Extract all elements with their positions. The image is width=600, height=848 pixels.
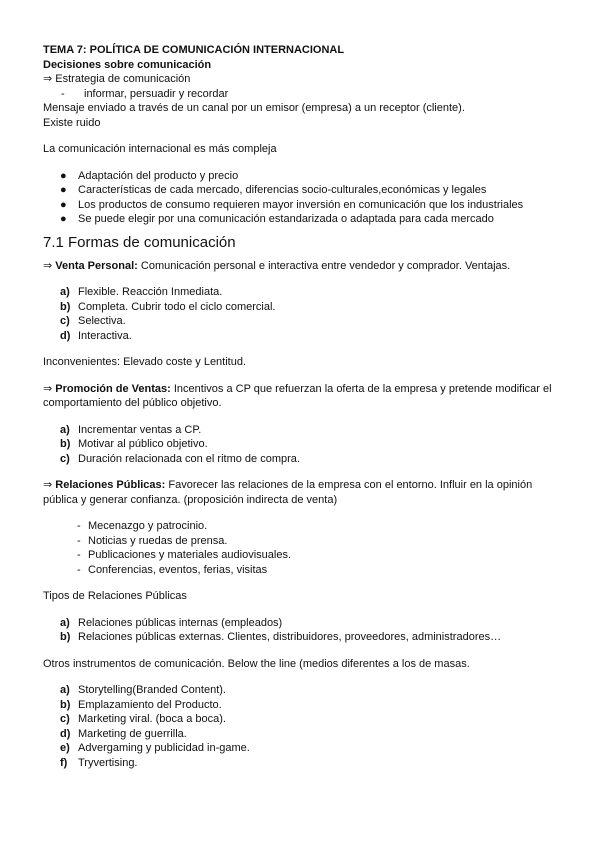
list-item: a) Storytelling(Branded Content). bbox=[60, 684, 226, 696]
list-item: ● Los productos de consumo requieren mayor inversión en comunicación que los industriales bbox=[60, 198, 524, 211]
tipos-heading: Tipos de Relaciones Públicas bbox=[43, 590, 187, 602]
promocion-paragraph: ⇒ Promoción de Ventas: Incentivos a CP que refuerzan la oferta de la empresa y pretende modificar el comportamiento del público objetivo. bbox=[43, 382, 552, 409]
list-item: ● Adaptación del producto y precio bbox=[60, 169, 239, 182]
message-line: Mensaje enviado a través de un canal por un emisor (empresa) a un receptor (cliente). bbox=[43, 102, 465, 114]
list-item: ● Se puede elegir por una comunicación estandarizada o adaptada para cada mercado bbox=[60, 213, 494, 225]
arrow-icon: ⇒ bbox=[43, 479, 53, 491]
international-bullets bbox=[43, 169, 563, 227]
relaciones-paragraph: ⇒ Relaciones Públicas: Favorecer las relaciones de la empresa con el entorno. Influir en la opinión pública y generar confianza. (proposición indirecta de venta) bbox=[43, 479, 533, 506]
list-item: a) Flexible. Reacción Inmediata. bbox=[60, 286, 223, 298]
arrow-icon: ⇒ bbox=[43, 259, 53, 272]
strategy-line: ⇒ Estrategia de comunicación bbox=[43, 73, 191, 85]
list-item: c) Marketing viral. (boca a boca). bbox=[60, 713, 226, 725]
list-item: b) Emplazamiento del Producto. bbox=[60, 698, 222, 711]
list-item: a) Relaciones públicas internas (empleados) bbox=[60, 616, 283, 629]
list-item: d) Interactiva. bbox=[60, 329, 132, 342]
otros-heading: Otros instrumentos de comunicación. Below the line (medios diferentes a los de masas. bbox=[43, 657, 470, 670]
page-subtitle: Decisiones sobre comunicación bbox=[43, 58, 212, 71]
list-item: e) Advergaming y publicidad in-game. bbox=[60, 742, 250, 754]
bullet-icon: ● bbox=[60, 184, 67, 196]
list-item: b) Completa. Cubrir todo el ciclo comercial. bbox=[60, 300, 276, 313]
list-item: - Mecenazgo y patrocinio. bbox=[77, 520, 208, 532]
arrow-icon: ⇒ bbox=[43, 382, 53, 395]
list-item: c) Selectiva. bbox=[60, 315, 126, 327]
promocion-list bbox=[43, 423, 563, 467]
international-heading: La comunicación internacional es más compleja bbox=[43, 143, 277, 155]
list-item: f) Tryvertising. bbox=[60, 756, 138, 769]
list-item: - Publicaciones y materiales audiovisuales. bbox=[77, 549, 291, 561]
noise-line: Existe ruido bbox=[43, 116, 101, 129]
bullet-icon: ● bbox=[60, 198, 67, 211]
list-item: b) Motivar al público objetivo. bbox=[60, 438, 208, 450]
strategy-item: - informar, persuadir y recordar bbox=[61, 87, 229, 100]
section-heading: 7.1 Formas de comunicación bbox=[43, 233, 236, 251]
bullet-icon: ● bbox=[60, 213, 67, 225]
otros-list bbox=[43, 683, 563, 770]
drawbacks-line: Inconvenientes: Elevado coste y Lentitud. bbox=[43, 356, 247, 368]
list-item: c) Duración relacionada con el ritmo de compra. bbox=[60, 452, 300, 465]
list-item: a) Incrementar ventas a CP. bbox=[60, 423, 202, 436]
relaciones-list bbox=[43, 519, 563, 577]
venta-personal-line: ⇒ Venta Personal: Comunicación personal e interactiva entre vendedor y comprador. Ventajas. bbox=[43, 259, 511, 272]
tipos-list bbox=[43, 616, 563, 645]
page-title: TEMA 7: POLÍTICA DE COMUNICACIÓN INTERNACIONAL bbox=[43, 44, 345, 56]
list-item: b) Relaciones públicas externas. Clientes, distribuidores, proveedores, administradores… bbox=[60, 631, 502, 643]
list-item: ● Características de cada mercado, diferencias socio-culturales,económicas y legales bbox=[60, 184, 487, 196]
list-item: - Noticias y ruedas de prensa. bbox=[77, 534, 228, 547]
bullet-icon: ● bbox=[60, 169, 67, 182]
venta-list bbox=[43, 285, 563, 343]
list-item: d) Marketing de guerrilla. bbox=[60, 727, 187, 740]
arrow-icon: ⇒ bbox=[43, 73, 53, 85]
document-page bbox=[43, 43, 563, 770]
list-item: - Conferencias, eventos, ferias, visitas bbox=[77, 563, 268, 576]
